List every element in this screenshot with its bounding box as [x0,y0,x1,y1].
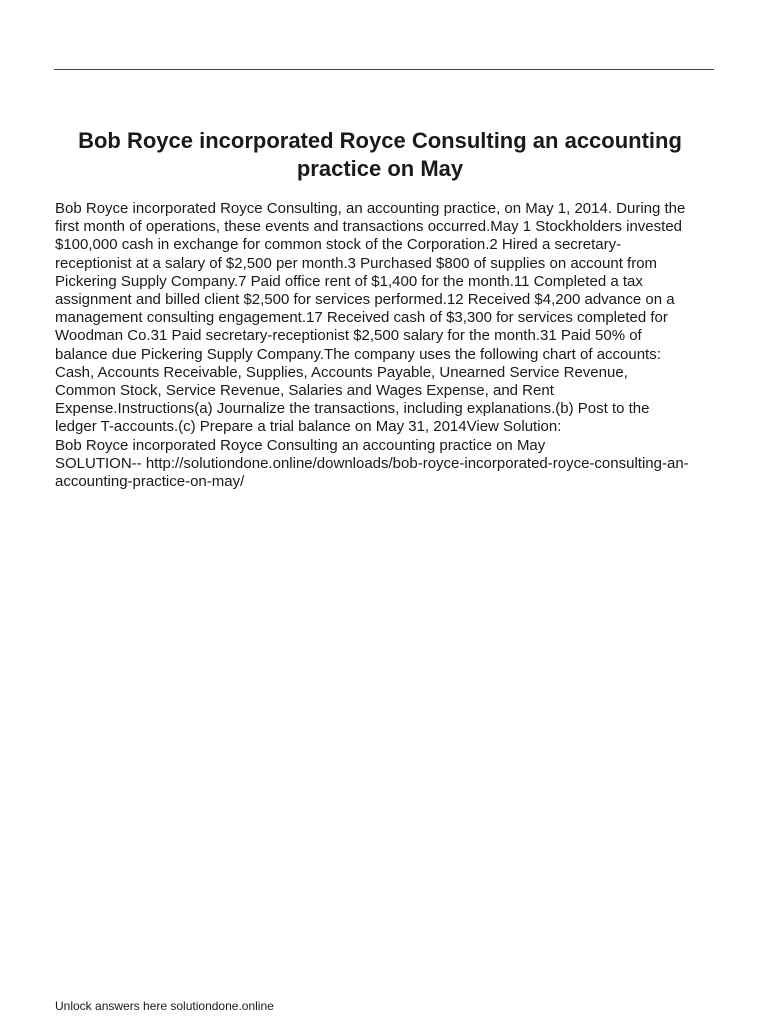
document-body [55,200,713,491]
body-line: Pickering Supply Company.7 Paid office rent of $1,400 for the month.11 Completed a tax [55,272,643,290]
body-line: ledger T-accounts.(c) Prepare a trial balance on May 31, 2014View Solution: [55,418,562,436]
body-line: assignment and billed client $2,500 for services performed.12 Received $4,200 advance on a [55,291,675,309]
solution-link-line[interactable]: SOLUTION-- http://solutiondone.online/downloads/bob-royce-incorporated-royce-consulting-an- [55,454,689,472]
title-line-1: Bob Royce incorporated Royce Consulting an accounting [78,128,682,153]
body-line: receptionist at a salary of $2,500 per month.3 Purchased $800 of supplies on account from [55,254,658,272]
body-line: management consulting engagement.17 Received cash of $3,300 for services completed for [55,309,668,327]
document-title [54,127,706,183]
solution-link-line[interactable]: accounting-practice-on-may/ [55,473,245,491]
body-line: first month of operations, these events and transactions occurred.May 1 Stockholders invested [55,218,682,236]
body-line: Common Stock, Service Revenue, Salaries and Wages Expense, and Rent [55,382,554,400]
body-line: Bob Royce incorporated Royce Consulting, an accounting practice, on May 1, 2014. During the [55,200,686,217]
body-line: $100,000 cash in exchange for common stock of the Corporation.2 Hired a secretary- [55,236,622,254]
title-line-2: practice on May [296,156,464,181]
body-line: Bob Royce incorporated Royce Consulting an accounting practice on May [55,436,546,454]
footer-text: Unlock answers here solutiondone.online [55,999,274,1013]
body-line: Woodman Co.31 Paid secretary-receptionist $2,500 salary for the month.31 Paid 50% of [55,327,642,345]
body-line: Expense.Instructions(a) Journalize the transactions, including explanations.(b) Post to the [55,400,650,418]
header-divider [54,69,714,70]
body-line: balance due Pickering Supply Company.The company uses the following chart of accounts: [55,345,661,363]
body-line: Cash, Accounts Receivable, Supplies, Accounts Payable, Unearned Service Revenue, [55,363,628,381]
